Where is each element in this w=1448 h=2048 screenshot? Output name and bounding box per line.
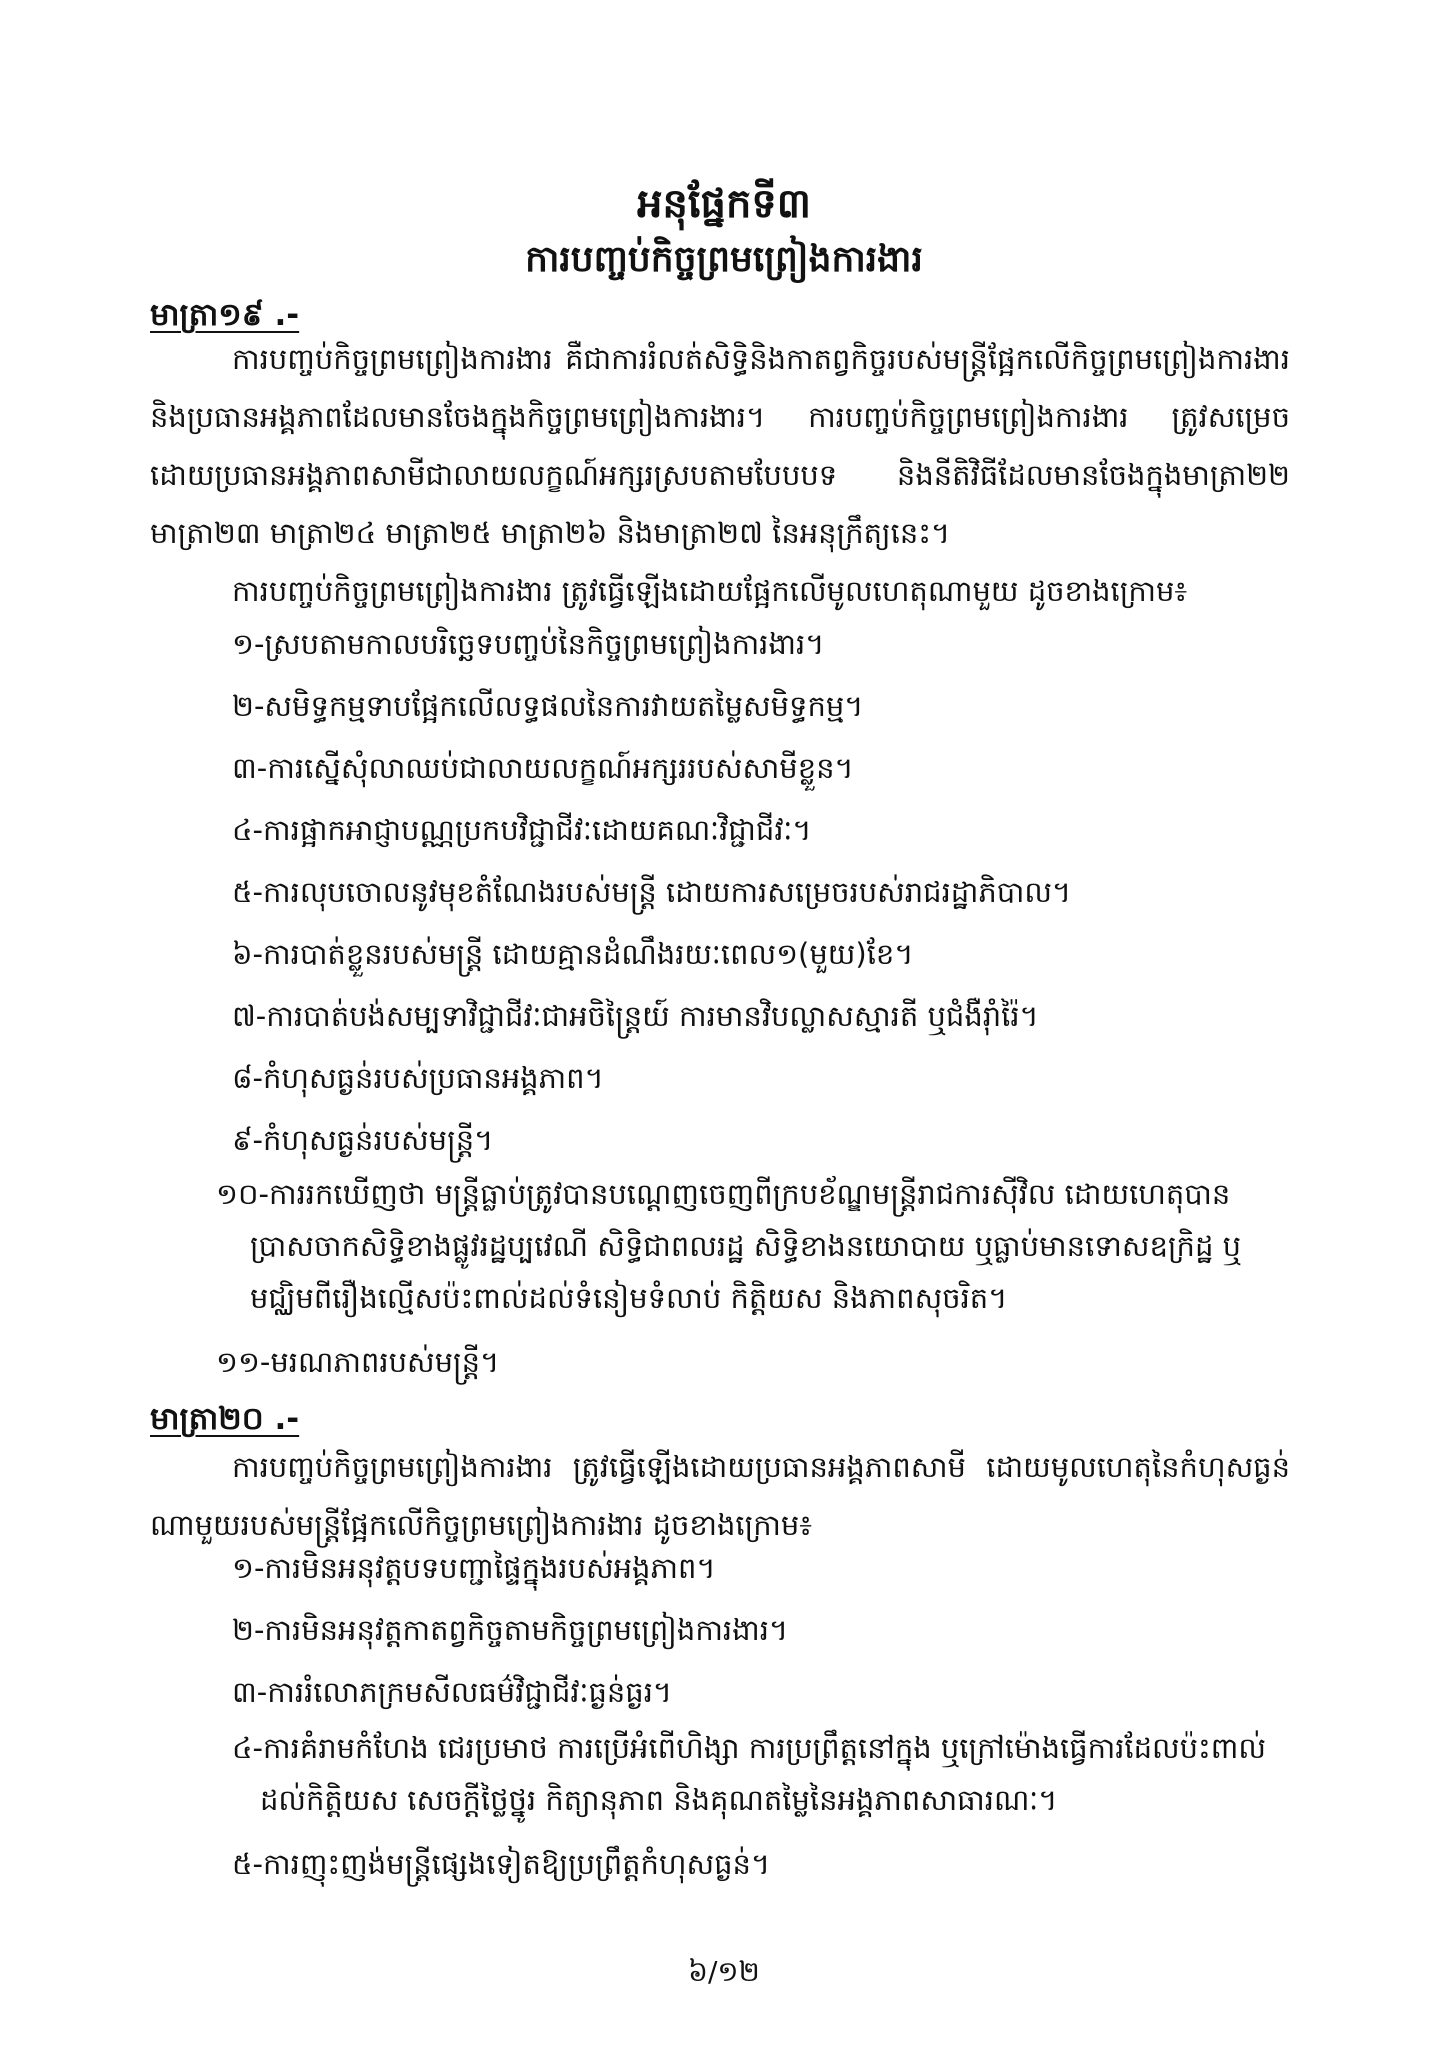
- item-number: ៩-: [232, 1123, 263, 1157]
- item-text: ការបាត់ខ្លួនរបស់មន្ត្រី ដោយគ្មានដំណឹងរយៈពេល១(មួយ)ខែ។: [263, 937, 914, 971]
- item-text: ការបាត់បង់សម្បទាវិជ្ជាជីវៈជាអចិន្ត្រៃយ៍ ការមានវិបល្លាសស្មារតី ឬជំងឺរ៉ាំរ៉ៃ។: [266, 999, 1039, 1033]
- item-text: ការផ្អាកអាជ្ញាបណ្ណប្រកបវិជ្ជាជីវៈដោយគណៈវិជ្ជាជីវៈ។: [263, 813, 812, 847]
- article-19-item-11: [216, 1336, 1276, 1388]
- article-20-paragraph-1: ការបញ្ចប់កិច្ចព្រមព្រៀងការងារ ត្រូវធ្វើឡើងដោយប្រធានអង្គភាពសាមី ដោយមូលហេតុនៃកំហុសធ្ងន់ណាមួយរបស់មន្ត្រីផ្អែកលើកិច្ចព្រមព្រៀងការងារ ដូចខាងក្រោម៖: [150, 1450, 1290, 1542]
- article-19-item-10: [216, 1168, 1292, 1324]
- article-20-label: មាត្រា២០ .-: [150, 1401, 300, 1437]
- item-text: កំហុសធ្ងន់របស់ប្រធានអង្គភាព។: [263, 1061, 604, 1095]
- subsection-title: ការបញ្ចប់កិច្ចព្រមព្រៀងការងារ: [525, 239, 923, 280]
- article-19-item-5: [232, 866, 1292, 918]
- item-number: ១-: [232, 1551, 265, 1585]
- page-number: ៦/១២: [688, 1955, 760, 1988]
- article-19-item-4: [232, 804, 1292, 856]
- article-19-item-2: [232, 680, 1292, 732]
- item-number: ១-: [232, 627, 265, 661]
- item-text: ការរំលោភក្រមសីលធម៌វិជ្ជាជីវៈធ្ងន់ធ្ងរ។: [267, 1675, 673, 1709]
- item-number: ៦-: [232, 937, 263, 971]
- item-text-continued: ប្រាសចាកសិទ្ធិខាងផ្លូវរដ្ឋប្បវេណី សិទ្ធិជាពលរដ្ឋ សិទ្ធិខាងនយោបាយ ឬធ្លាប់មានទោសឧក្រិដ្ឋ ឬមជ្ឈិមពីរឿងល្មើសប៉ះពាល់ដល់ទំនៀមទំលាប់ កិត្តិយស និងភាពសុចរិត។: [250, 1229, 1241, 1315]
- item-number: ៧-: [232, 999, 267, 1033]
- article-20-item-5: [232, 1838, 1292, 1890]
- item-text: ការស្នើសុំលាឈប់ជាលាយលក្ខណ៍អក្សររបស់សាមីខ្លួន។: [267, 751, 854, 785]
- article-20-item-3: [232, 1666, 1292, 1718]
- article-19-item-8: [232, 1052, 1292, 1104]
- article-19-paragraph-1: ការបញ្ចប់កិច្ចព្រមព្រៀងការងារ គឺជាការរំលត់សិទ្ធិនិងកាតព្វកិច្ចរបស់មន្ត្រីផ្អែកលើកិច្ចព្រមព្រៀងការងារ និងប្រធានអង្គភាពដែលមានចែងក្នុងកិច្ចព្រមព្រៀងការងារ។ ការបញ្ចប់កិច្ចព្រមព្រៀងការងារ ត្រូវសម្រេច ដោយប្រធានអង្គភាពសាមីជាលាយលក្ខណ៍អក្សរស្របតាមបែបបទ និងនីតិវិធីដែលមានចែងក្នុងមាត្រា២២ មាត្រា២៣ មាត្រា២៤ មាត្រា២៥ មាត្រា២៦ និងមាត្រា២៧ នៃអនុក្រឹត្យនេះ។: [150, 342, 1290, 550]
- article-19-item-6: [232, 928, 1292, 980]
- article-20-item-2: [232, 1604, 1292, 1656]
- item-text: មរណភាពរបស់មន្ត្រី។: [270, 1345, 500, 1379]
- article-19-item-7: [232, 990, 1292, 1042]
- item-text: ការញុះញង់មន្ត្រីផ្សេងទៀតឱ្យប្រព្រឹត្តកំហុសធ្ងន់។: [263, 1847, 771, 1881]
- item-text: ស្របតាមកាលបរិច្ឆេទបញ្ចប់នៃកិច្ចព្រមព្រៀងការងារ។: [264, 627, 825, 661]
- article-20-item-4: [232, 1722, 1292, 1826]
- item-number: ៥-: [232, 1847, 263, 1881]
- article-19-item-9: [232, 1114, 1292, 1166]
- subsection-heading: អនុផ្នែកទី៣: [637, 181, 811, 227]
- item-text: ការលុបចោលនូវមុខតំណែងរបស់មន្ត្រី ដោយការសម្រេចរបស់រាជរដ្ឋាភិបាល។: [263, 875, 1072, 909]
- item-number: ១១-: [216, 1345, 271, 1379]
- item-number: ៤-: [232, 813, 263, 847]
- item-number: ៤-: [232, 1731, 263, 1765]
- article-19-item-1: [232, 618, 1292, 670]
- item-number: ៨-: [232, 1061, 263, 1095]
- article-19-label: មាត្រា១៩ .-: [150, 297, 300, 333]
- item-number: ៣-: [232, 751, 268, 785]
- article-19-paragraph-2: ការបញ្ចប់កិច្ចព្រមព្រៀងការងារ ត្រូវធ្វើឡើងដោយផ្អែកលើមូលហេតុណាមួយ ដូចខាងក្រោម៖: [232, 574, 1188, 608]
- item-number: ៣-: [232, 1675, 268, 1709]
- item-number: ២-: [232, 1613, 265, 1647]
- item-text-continued: ដល់កិត្តិយស សេចក្តីថ្លៃថ្នូរ កិត្យានុភាព និងគុណតម្លៃនៃអង្គភាពសាធារណៈ។: [260, 1783, 1058, 1817]
- item-text: ការគំរាមកំហែង ជេរប្រមាថ ការប្រើអំពើហិង្សា ការប្រព្រឹត្តនៅក្នុង ឬក្រៅម៉ោងធ្វើការដែលប៉ះពាល់: [263, 1731, 1267, 1765]
- article-20-item-1: [232, 1542, 1292, 1594]
- item-text: សមិទ្ធកម្មទាបផ្អែកលើលទ្ធផលនៃការវាយតម្លៃសមិទ្ធកម្ម។: [264, 689, 864, 723]
- article-19-item-3: [232, 742, 1292, 794]
- item-number: ១០-: [216, 1177, 269, 1211]
- item-number: ២-: [232, 689, 265, 723]
- item-text: ការមិនអនុវត្តបទបញ្ជាផ្ទៃក្នុងរបស់អង្គភាព។: [264, 1551, 716, 1585]
- item-text: ការមិនអនុវត្តកាតព្វកិច្ចតាមកិច្ចព្រមព្រៀងការងារ។: [264, 1613, 789, 1647]
- item-text: ការរកឃើញថា មន្ត្រីធ្លាប់ត្រូវបានបណ្តេញចេញពីក្របខ័ណ្ឌមន្ត្រីរាជការស៊ីវិល ដោយហេតុបាន: [268, 1177, 1231, 1211]
- item-number: ៥-: [232, 875, 263, 909]
- item-text: កំហុសធ្ងន់របស់មន្ត្រី។: [263, 1123, 494, 1157]
